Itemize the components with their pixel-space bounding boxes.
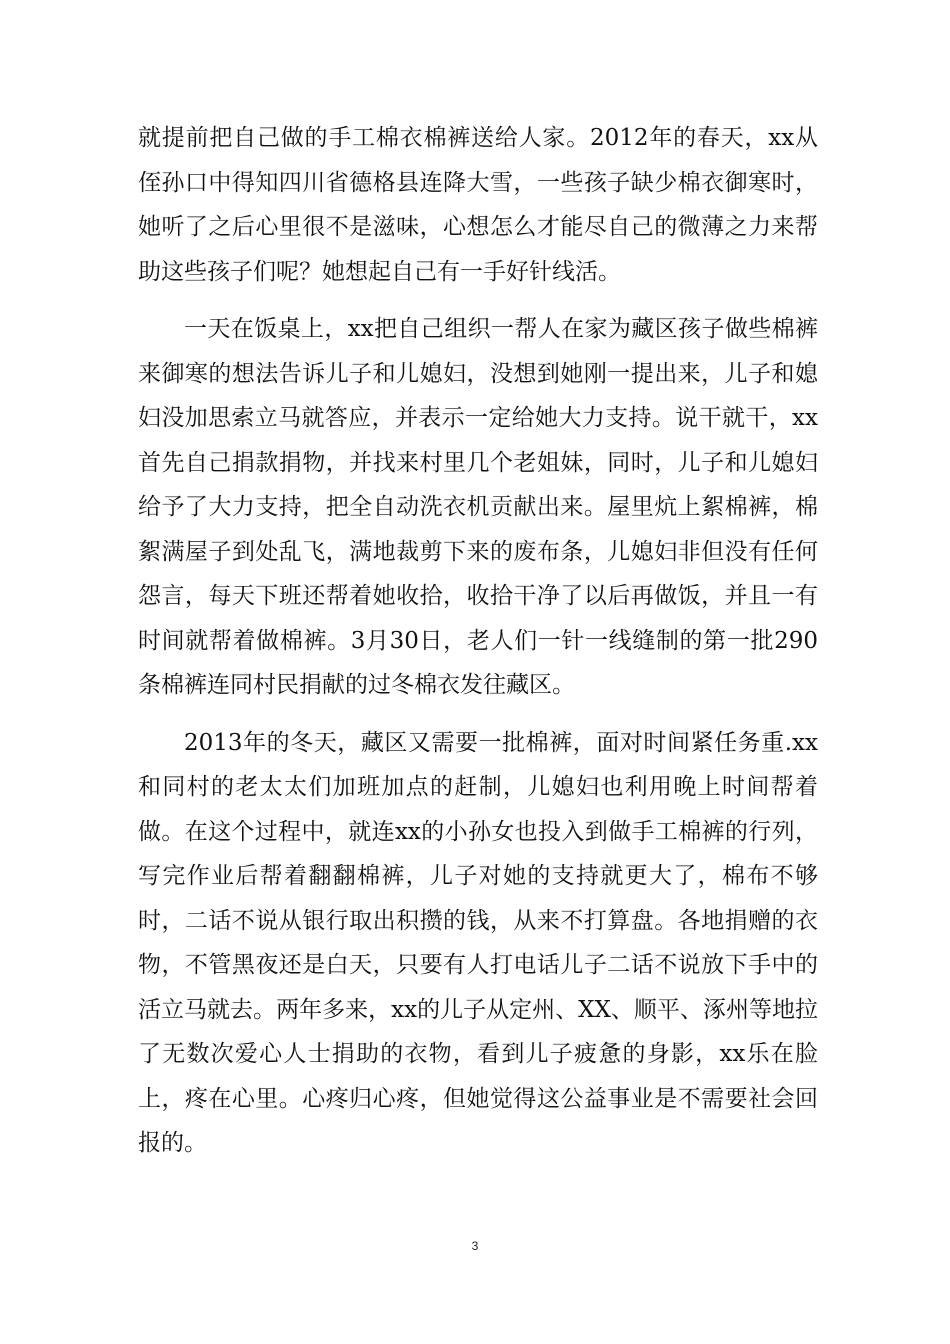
page-number: 3 bbox=[471, 1239, 479, 1253]
paragraph-2: 一天在饭桌上，xx把自己组织一帮人在家为藏区孩子做些棉裤来御寒的想法告诉儿子和儿媳妇，没想到她刚一提出来，儿子和媳妇没加思索立马就答应，并表示一定给她大力支持。说干就干，xx首先自己捐款捐物，并找来村里几个老姐妹，同时，儿子和儿媳妇给予了大力支持，把全自动洗衣机贡献出来。屋里炕上絮棉裤，棉絮满屋子到处乱飞，满地裁剪下来的废布条，儿媳妇非但没有任何怨言，每天下班还帮着她收拾，收拾干净了以后再做饭，并且一有时间就帮着做棉裤。3月30日，老人们一针一线缝制的第一批290条棉裤连同村民捐献的过冬棉衣发往藏区。 bbox=[138, 316, 818, 698]
document-body bbox=[138, 116, 818, 1179]
paragraph-1: 就提前把自己做的手工棉衣棉裤送给人家。2012年的春天，xx从侄孙口中得知四川省德格县连降大雪，一些孩子缺少棉衣御寒时，她听了之后心里很不是滋味，心想怎么才能尽自己的微薄之力来帮助这些孩子们呢？她想起自己有一手好针线活。 bbox=[138, 125, 818, 285]
paragraph-3: 2013年的冬天，藏区又需要一批棉裤，面对时间紧任务重.xx和同村的老太太们加班加点的赶制，儿媳妇也利用晚上时间帮着做。在这个过程中，就连xx的小孙女也投入到做手工棉裤的行列，写完作业后帮着翻翻棉裤，儿子对她的支持就更大了，棉布不够时，二话不说从银行取出积攒的钱，从来不打算盘。各地捐赠的衣物，不管黑夜还是白天，只要有人打电话儿子二话不说放下手中的活立马就去。两年多来，xx的儿子从定州、XX、顺平、涿州等地拉了无数次爱心人士捐助的衣物，看到儿子疲惫的身影，xx乐在脸上，疼在心里。心疼归心疼，但她觉得这公益事业是不需要社会回报的。 bbox=[138, 729, 818, 1156]
